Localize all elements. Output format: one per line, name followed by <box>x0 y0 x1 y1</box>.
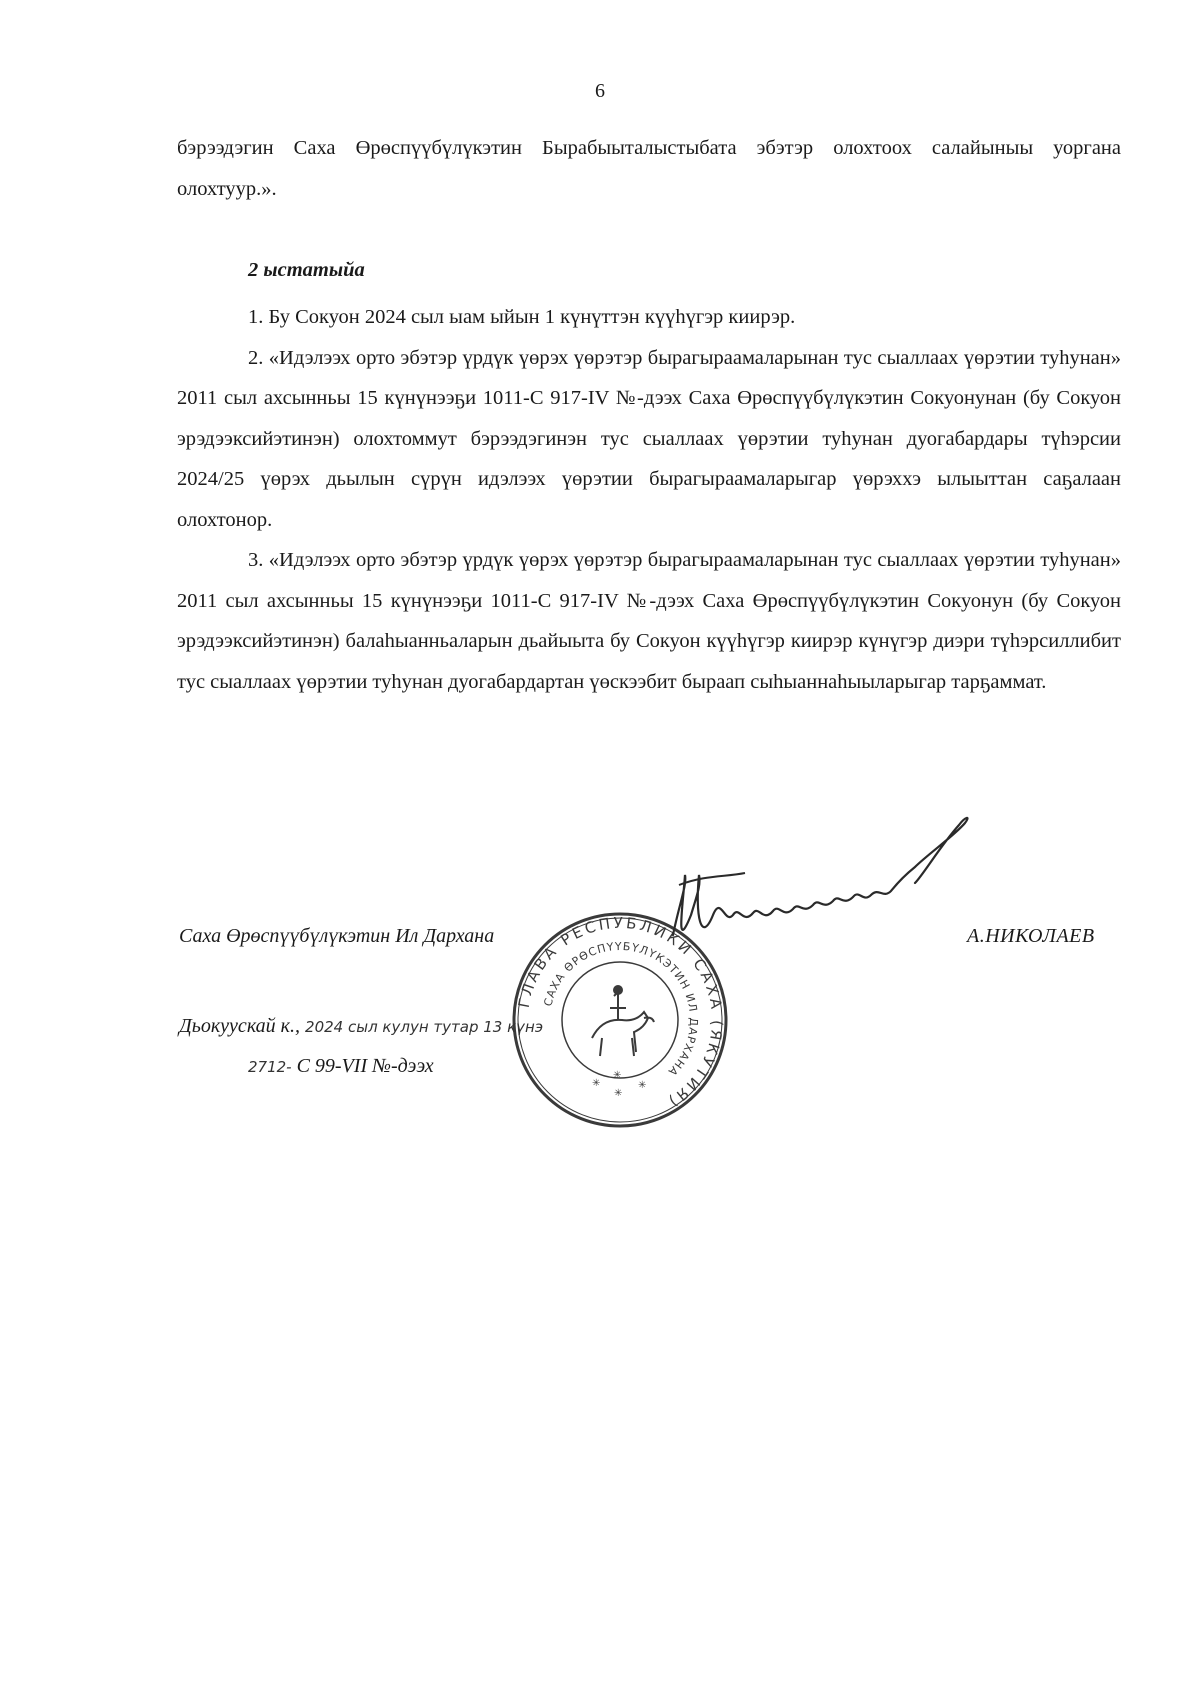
continuation-paragraph: бэрээдэгин Саха Өрөспүүбүлүкэтин Бырабыыталыстыбата эбэтэр олохтоох салайыныы уоргана олохтуур.». <box>177 137 1121 200</box>
svg-text:САХА ӨРӨСПҮҮБҮЛҮКЭТИН ИЛ ДАРХА: САХА ӨРӨСПҮҮБҮЛҮКЭТИН ИЛ ДАРХАНА <box>541 939 701 1079</box>
article-heading: 2 ыстатыйа <box>248 259 365 281</box>
article-paragraphs <box>177 297 1121 702</box>
signatory-name: А.НИКОЛАЕВ <box>967 925 1095 947</box>
svg-text:✳: ✳ <box>614 1088 623 1099</box>
svg-text:✳: ✳ <box>613 1070 622 1081</box>
svg-text:ГЛАВА РЕСПУБЛИКИ САХА (ЯКУТИЯ): ГЛАВА РЕСПУБЛИКИ САХА (ЯКУТИЯ) <box>514 913 727 1112</box>
paragraph-2: 2. «Идэлээх орто эбэтэр үрдүк үөрэх үөрэтэр бырагыраамаларынан тус сыаллаах үөрэтии туһунан» 2011 сыл ахсынньы 15 күнүнээҕи 1011-С 917-IV №-дээх Саха Өрөспүүбүлүкэтин Сокуонунан (бу Сокуон эрэдээксийэтинэн) олохтоммут бэрээдэгинэн тус сыаллаах үөрэтии туһунан дуогабардары түһэрсии 2024/25 үөрэх дьылын сүрүн идэлээх үөрэтии бырагыраамаларыгар үөрэххэ ылыыттан саҕалаан олохтонор. <box>177 346 1121 531</box>
place-label: Дьокуускай к., <box>179 1015 301 1037</box>
signatory-title: Саха Өрөспүүбүлүкэтин Ил Дархана <box>179 925 495 947</box>
place-line <box>179 1015 543 1038</box>
handwritten-number: 2712- <box>248 1058 292 1076</box>
svg-text:✳: ✳ <box>592 1078 601 1089</box>
svg-text:✳: ✳ <box>638 1080 647 1091</box>
paragraph-1: 1. Бу Сокуон 2024 сыл ыам ыйын 1 күнүттэн күүһүгэр киирэр. <box>248 306 796 328</box>
page-number: 6 <box>595 80 605 102</box>
handwritten-signature <box>665 815 1035 985</box>
document-number: С 99-VII №-дээх <box>296 1055 434 1077</box>
handwritten-date: 2024 сыл кулун тутар 13 күнэ <box>305 1018 544 1036</box>
document-number-line <box>248 1055 434 1078</box>
paragraph-3: 3. «Идэлээх орто эбэтэр үрдүк үөрэх үөрэтэр бырагыраамаларынан тус сыаллаах үөрэтии туһунан» 2011 сыл ахсынньы 15 күнүнээҕи 1011-С 917-IV №-дээх Саха Өрөспүүбүлүкэтин Сокуонун (бу Сокуон эрэдээксийэтинэн) балаһыанньаларын дьайыыта бу Сокуон күүһүгэр киирэр күнүгэр диэри түһэрсиллибит тус сыаллаах үөрэтии туһунан дуогабардартан үөскээбит быраап сыһыаннаһыыларыгар тарҕаммат. <box>177 549 1121 693</box>
